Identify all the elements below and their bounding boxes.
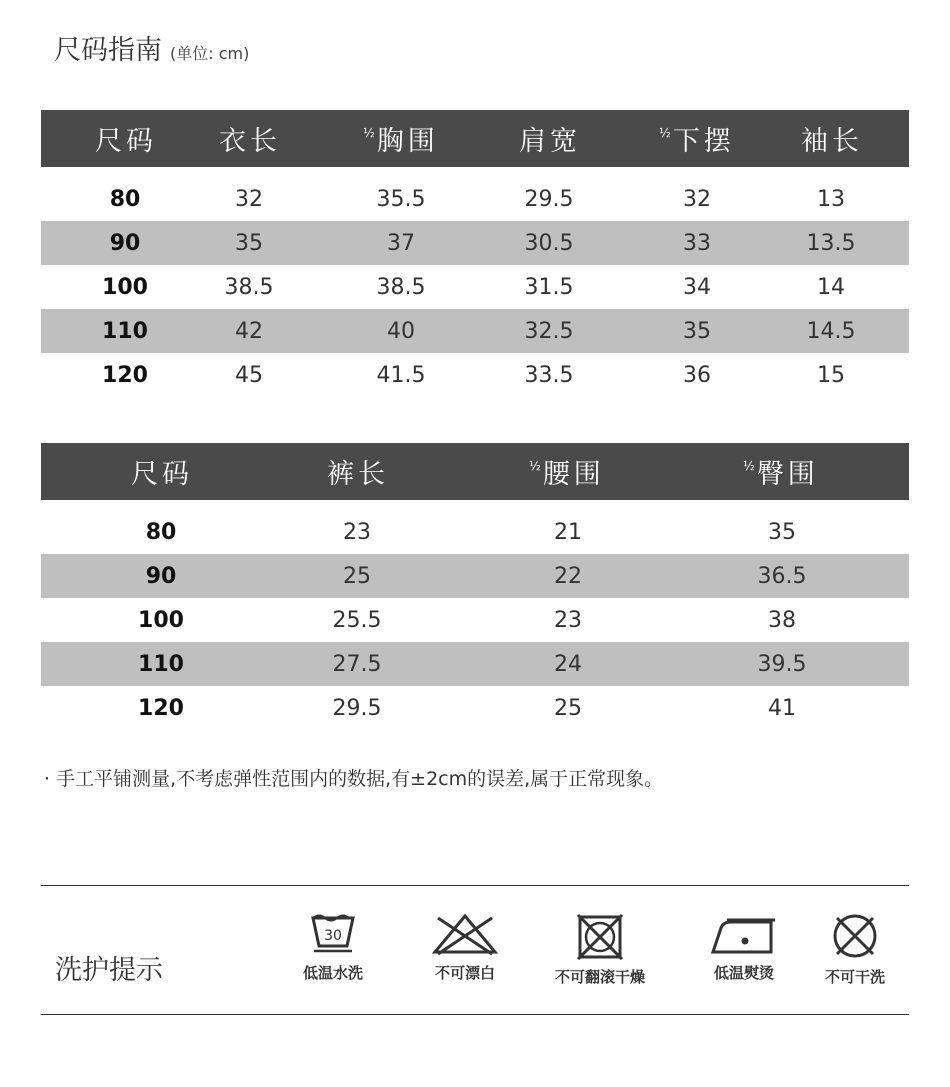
no-tumble-dry-icon	[575, 912, 625, 960]
care-label: 低温熨烫	[713, 964, 774, 982]
care-title: 洗护提示	[55, 955, 163, 986]
header-cell: $^{\frac{1}{2}}$ 腰围	[529, 458, 605, 490]
table-row	[41, 177, 909, 221]
table-cell: 38.5	[376, 274, 426, 300]
table-cell: 29.5	[332, 695, 382, 721]
title-unit: (单位: cm)	[170, 44, 250, 63]
table-cell: 23	[554, 607, 582, 633]
header-cell: $^{\frac{1}{2}}$ 下摆	[659, 125, 735, 157]
header-cell: 尺码	[131, 459, 193, 490]
table-header	[41, 443, 909, 500]
low-iron-icon	[709, 912, 779, 956]
table-row	[41, 598, 909, 642]
header-cell: 肩宽	[519, 126, 581, 157]
wash-30-icon	[308, 912, 358, 956]
table-cell: 29.5	[524, 186, 574, 212]
header-cell: 衣长	[219, 126, 281, 157]
size-cell: 100	[138, 607, 184, 633]
table-cell: 25	[554, 695, 582, 721]
table-row	[41, 309, 909, 353]
table-header	[41, 110, 909, 167]
care-item	[709, 912, 779, 983]
table-row	[41, 221, 909, 265]
measurement-note: · 手工平铺测量,不考虑弹性范围内的数据,有±2cm的误差,属于正常现象。	[44, 768, 664, 790]
care-section	[41, 885, 909, 1015]
care-label: 不可漂白	[434, 964, 495, 982]
size-cell: 80	[145, 519, 177, 545]
table-cell: 39.5	[757, 651, 807, 677]
care-item	[303, 912, 363, 983]
table-cell: 38	[768, 607, 796, 633]
table-cell: 35	[768, 519, 796, 545]
header-cell: $^{\frac{1}{2}}$ 臀围	[743, 458, 819, 490]
table-cell: 40	[387, 318, 415, 344]
table-row	[41, 353, 909, 397]
table-cell: 25.5	[332, 607, 382, 633]
table-cell: 36	[683, 362, 711, 388]
svg-text:30: 30	[324, 928, 342, 944]
table-cell: 30.5	[524, 230, 574, 256]
table-cell: 37	[387, 230, 415, 256]
table-body	[41, 167, 909, 397]
size-cell: 80	[109, 186, 141, 212]
table-cell: 34	[683, 274, 711, 300]
table-cell: 27.5	[332, 651, 382, 677]
size-cell: 110	[138, 651, 184, 677]
care-item	[430, 912, 500, 983]
no-dry-clean-icon	[828, 912, 882, 960]
table-cell: 32.5	[524, 318, 574, 344]
top-size-table	[41, 110, 909, 397]
table-cell: 42	[235, 318, 263, 344]
size-cell: 100	[102, 274, 148, 300]
table-cell: 36.5	[757, 563, 807, 589]
table-cell: 21	[554, 519, 582, 545]
table-row	[41, 265, 909, 309]
title-main: 尺码指南	[54, 35, 162, 66]
table-row	[41, 554, 909, 598]
size-cell: 110	[102, 318, 148, 344]
size-cell: 120	[102, 362, 148, 388]
table-cell: 13.5	[806, 230, 856, 256]
table-row	[41, 686, 909, 730]
table-cell: 24	[554, 651, 582, 677]
table-cell: 38.5	[224, 274, 274, 300]
care-item	[825, 912, 885, 987]
table-cell: 31.5	[524, 274, 574, 300]
table-cell: 41	[768, 695, 796, 721]
table-cell: 35	[235, 230, 263, 256]
table-cell: 14.5	[806, 318, 856, 344]
page-title	[54, 28, 249, 67]
header-cell: $^{\frac{1}{2}}$ 胸围	[363, 125, 439, 157]
no-bleach-icon	[430, 912, 500, 956]
table-cell: 41.5	[376, 362, 426, 388]
table-cell: 32	[235, 186, 263, 212]
table-body	[41, 500, 909, 730]
table-cell: 35	[683, 318, 711, 344]
care-label: 不可翻滚干燥	[555, 968, 646, 986]
size-cell: 90	[145, 563, 177, 589]
table-cell: 33.5	[524, 362, 574, 388]
table-row	[41, 510, 909, 554]
header-cell: 裤长	[327, 459, 389, 490]
pants-size-table	[41, 443, 909, 730]
size-cell: 120	[138, 695, 184, 721]
table-cell: 25	[343, 563, 371, 589]
table-row	[41, 642, 909, 686]
table-cell: 23	[343, 519, 371, 545]
care-item	[555, 912, 645, 987]
table-cell: 14	[817, 274, 845, 300]
header-cell: 尺码	[95, 126, 157, 157]
table-cell: 32	[683, 186, 711, 212]
care-label: 不可干洗	[825, 968, 886, 986]
size-cell: 90	[109, 230, 141, 256]
table-cell: 33	[683, 230, 711, 256]
table-cell: 35.5	[376, 186, 426, 212]
table-cell: 13	[817, 186, 845, 212]
header-cell: 袖长	[801, 126, 863, 157]
table-cell: 15	[817, 362, 845, 388]
table-cell: 45	[235, 362, 263, 388]
table-cell: 22	[554, 563, 582, 589]
care-label: 低温水洗	[303, 964, 364, 982]
